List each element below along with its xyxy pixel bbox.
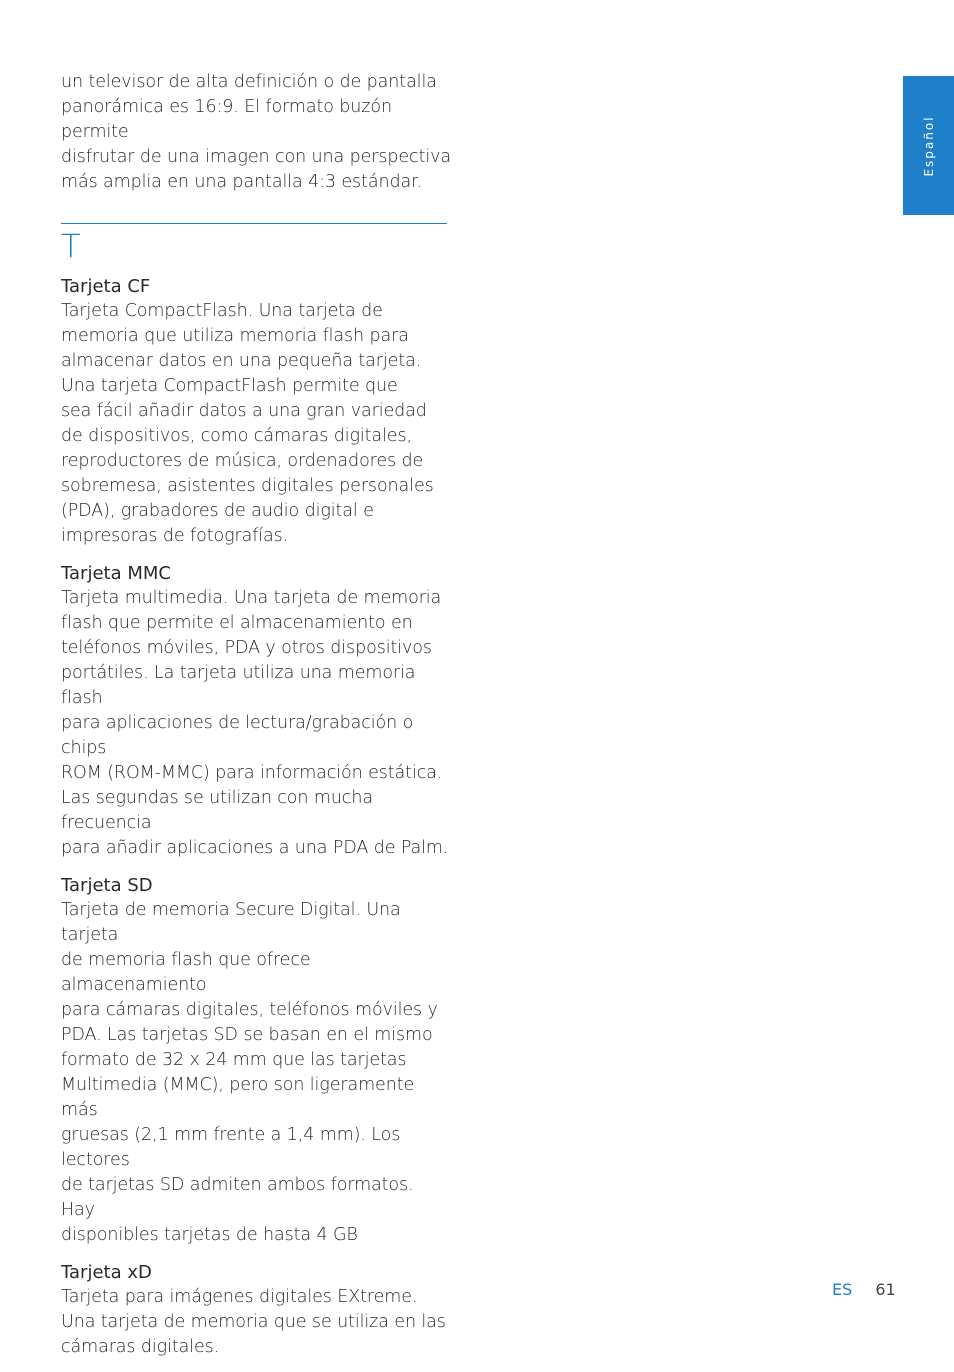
entry-term: Tarjeta xD [61, 1262, 152, 1283]
entry-line: memoria que utiliza memoria flash para [61, 326, 409, 346]
page-number: 61 [875, 1280, 896, 1299]
entry-line: Una tarjeta CompactFlash permite que [61, 376, 398, 396]
entry-line: Las segundas se utilizan con mucha frecuencia [61, 788, 373, 833]
entry-line: Tarjeta CompactFlash. Una tarjeta de [61, 301, 383, 321]
intro-line: un televisor de alta definición o de pantalla [61, 72, 437, 92]
entry-line: impresoras de fotografías. [61, 526, 289, 546]
entry-line: para añadir aplicaciones a una PDA de Palm. [61, 838, 449, 858]
glossary-entry-mmc [61, 561, 451, 861]
entry-line: reproductores de música, ordenadores de [61, 451, 424, 471]
entry-line: de memoria flash que ofrece almacenamiento [61, 950, 311, 995]
language-tab-label: Español [921, 114, 936, 177]
entry-line: Tarjeta para imágenes digitales EXtreme. [61, 1287, 418, 1307]
entry-line: almacenar datos en una pequeña tarjeta. [61, 351, 422, 371]
entry-line: Multimedia (MMC), pero son ligeramente más [61, 1075, 415, 1120]
footer-language-code: ES [832, 1280, 853, 1299]
entry-line: cámaras digitales. [61, 1337, 220, 1357]
entry-line: para aplicaciones de lectura/grabación o chips [61, 713, 414, 758]
entry-line: sea fácil añadir datos a una gran variedad [61, 401, 427, 421]
entry-line: Tarjeta multimedia. Una tarjeta de memoria [61, 588, 442, 608]
entry-line: para cámaras digitales, teléfonos móviles y [61, 1000, 438, 1020]
entry-line: formato de 32 x 24 mm que las tarjetas [61, 1050, 407, 1070]
entry-line: disponibles tarjetas de hasta 4 GB [61, 1225, 358, 1245]
entry-line: de tarjetas SD admiten ambos formatos. Hay [61, 1175, 414, 1220]
entry-line: de dispositivos, como cámaras digitales, [61, 426, 412, 446]
intro-line: disfrutar de una imagen con una perspectiva [61, 147, 451, 167]
intro-paragraph [61, 70, 451, 195]
entry-term: Tarjeta CF [61, 276, 151, 297]
entry-line: flash que permite el almacenamiento en [61, 613, 413, 633]
glossary-entry-sd [61, 873, 451, 1248]
section-letter: T [61, 227, 81, 265]
entry-line: PDA. Las tarjetas SD se basan en el mismo [61, 1025, 433, 1045]
glossary-entry-xd [61, 1260, 451, 1360]
entry-line: Una tarjeta de memoria que se utiliza en las [61, 1312, 446, 1332]
entry-line: sobremesa, asistentes digitales personales [61, 476, 434, 496]
entry-term: Tarjeta SD [61, 875, 153, 896]
section-divider [61, 223, 447, 224]
entry-line: ROM (ROM-MMC) para información estática. [61, 763, 443, 783]
entry-line: (PDA), grabadores de audio digital e [61, 501, 374, 521]
glossary-entry-cf [61, 274, 451, 549]
intro-line: más amplia en una pantalla 4:3 estándar. [61, 172, 423, 192]
entry-term: Tarjeta MMC [61, 563, 171, 584]
page-footer [832, 1280, 896, 1299]
content-column [61, 70, 451, 1372]
entry-line: Tarjeta de memoria Secure Digital. Una tarjeta [61, 900, 401, 945]
entry-line: teléfonos móviles, PDA y otros dispositivos [61, 638, 432, 658]
language-side-tab [903, 76, 954, 215]
intro-line: panorámica es 16:9. El formato buzón permite [61, 97, 392, 142]
entry-line: gruesas (2,1 mm frente a 1,4 mm). Los lectores [61, 1125, 401, 1170]
entry-line: portátiles. La tarjeta utiliza una memoria flash [61, 663, 416, 708]
